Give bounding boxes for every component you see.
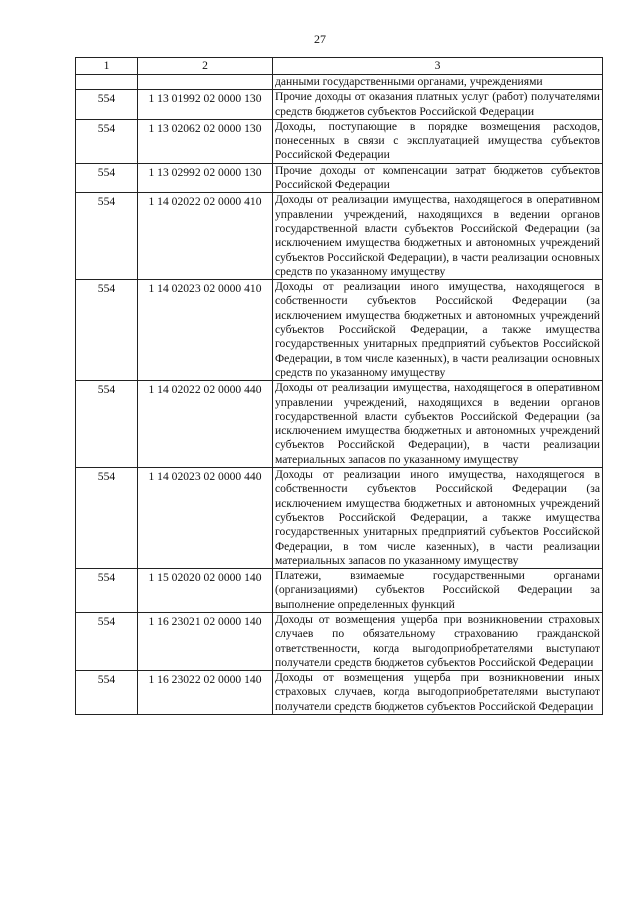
kbk-code-cell: 1 14 02022 02 0000 410 [138,193,273,280]
admin-code-cell: 554 [76,193,138,280]
continuation-empty-cell [76,75,138,90]
table-body [76,75,603,715]
revenue-description-cell: Платежи, взимаемые государственными органами (организациями) субъектов Российской Федерации за выполнение определенных функций [273,569,603,613]
admin-code-cell: 554 [76,163,138,193]
admin-code-cell: 554 [76,569,138,613]
revenue-description-cell: Доходы, поступающие в порядке возмещения расходов, понесенных в связи с эксплуатацией имущества субъектов Российской Федерации [273,119,603,163]
revenue-description-cell: Доходы от реализации иного имущества, находящегося в собственности субъектов Российской Федерации (за исключением имущества бюджетных и автономных учреждений субъектов Российской Федерации, а также имущества государственных унитарных предприятий субъектов Российской Федерации, в том числе казенных), в части реализации материальных запасов по указанному имуществу [273,468,603,569]
table-row [76,90,603,120]
admin-code-cell: 554 [76,90,138,120]
kbk-code-cell: 1 16 23022 02 0000 140 [138,671,273,715]
continuation-text: данными государственными органами, учреждениями [273,75,603,90]
kbk-code-cell: 1 14 02023 02 0000 440 [138,468,273,569]
admin-code-cell: 554 [76,119,138,163]
table-row [76,671,603,715]
revenue-description-cell: Прочие доходы от компенсации затрат бюджетов субъектов Российской Федерации [273,163,603,193]
table-row [76,119,603,163]
revenue-description-cell: Доходы от возмещения ущерба при возникновении страховых случаев по обязательному страхованию гражданской ответственности, когда выгодоприобретателями выступают получатели средств бюджетов субъектов Российской Федерации [273,612,603,670]
continuation-row [76,75,603,90]
revenue-classification-table [75,57,603,715]
table-row [76,468,603,569]
column-header-1: 1 [76,58,138,75]
kbk-code-cell: 1 14 02023 02 0000 410 [138,280,273,381]
table-row [76,193,603,280]
revenue-description-cell: Прочие доходы от оказания платных услуг (работ) получателями средств бюджетов субъектов Российской Федерации [273,90,603,120]
table-row [76,569,603,613]
kbk-code-cell: 1 14 02022 02 0000 440 [138,381,273,468]
revenue-description-cell: Доходы от реализации имущества, находящегося в оперативном управлении учреждений, находящихся в ведении органов государственной власти субъектов Российской Федерации (за исключением имущества бюджетных и автономных учреждений субъектов Российской Федерации), в части реализации материальных запасов по указанному имуществу [273,381,603,468]
admin-code-cell: 554 [76,671,138,715]
revenue-description-cell: Доходы от реализации иного имущества, находящегося в собственности субъектов Российской Федерации (за исключением имущества бюджетных и автономных учреждений субъектов Российской Федерации, а также имущества государственных унитарных предприятий субъектов Российской Федерации, в том числе казенных), в части реализации основных средств по указанному имуществу [273,280,603,381]
kbk-code-cell: 1 13 02992 02 0000 130 [138,163,273,193]
kbk-code-cell: 1 15 02020 02 0000 140 [138,569,273,613]
admin-code-cell: 554 [76,280,138,381]
table-row [76,280,603,381]
table-row [76,163,603,193]
kbk-code-cell: 1 16 23021 02 0000 140 [138,612,273,670]
admin-code-cell: 554 [76,612,138,670]
page-number: 27 [314,32,326,46]
admin-code-cell: 554 [76,381,138,468]
revenue-description-cell: Доходы от реализации имущества, находящегося в оперативном управлении учреждений, находящихся в ведении органов государственной власти субъектов Российской Федерации (за исключением имущества бюджетных и автономных учреждений субъектов Российской Федерации), в части реализации основных средств по указанному имуществу [273,193,603,280]
kbk-code-cell: 1 13 02062 02 0000 130 [138,119,273,163]
column-header-3: 3 [273,58,603,75]
admin-code-cell: 554 [76,468,138,569]
table-header-row [76,58,603,75]
table-row [76,381,603,468]
continuation-empty-cell [138,75,273,90]
kbk-code-cell: 1 13 01992 02 0000 130 [138,90,273,120]
table-row [76,612,603,670]
column-header-2: 2 [138,58,273,75]
revenue-description-cell: Доходы от возмещения ущерба при возникновении иных страховых случаев, когда выгодоприобретателями выступают получатели средств бюджетов субъектов Российской Федерации [273,671,603,715]
